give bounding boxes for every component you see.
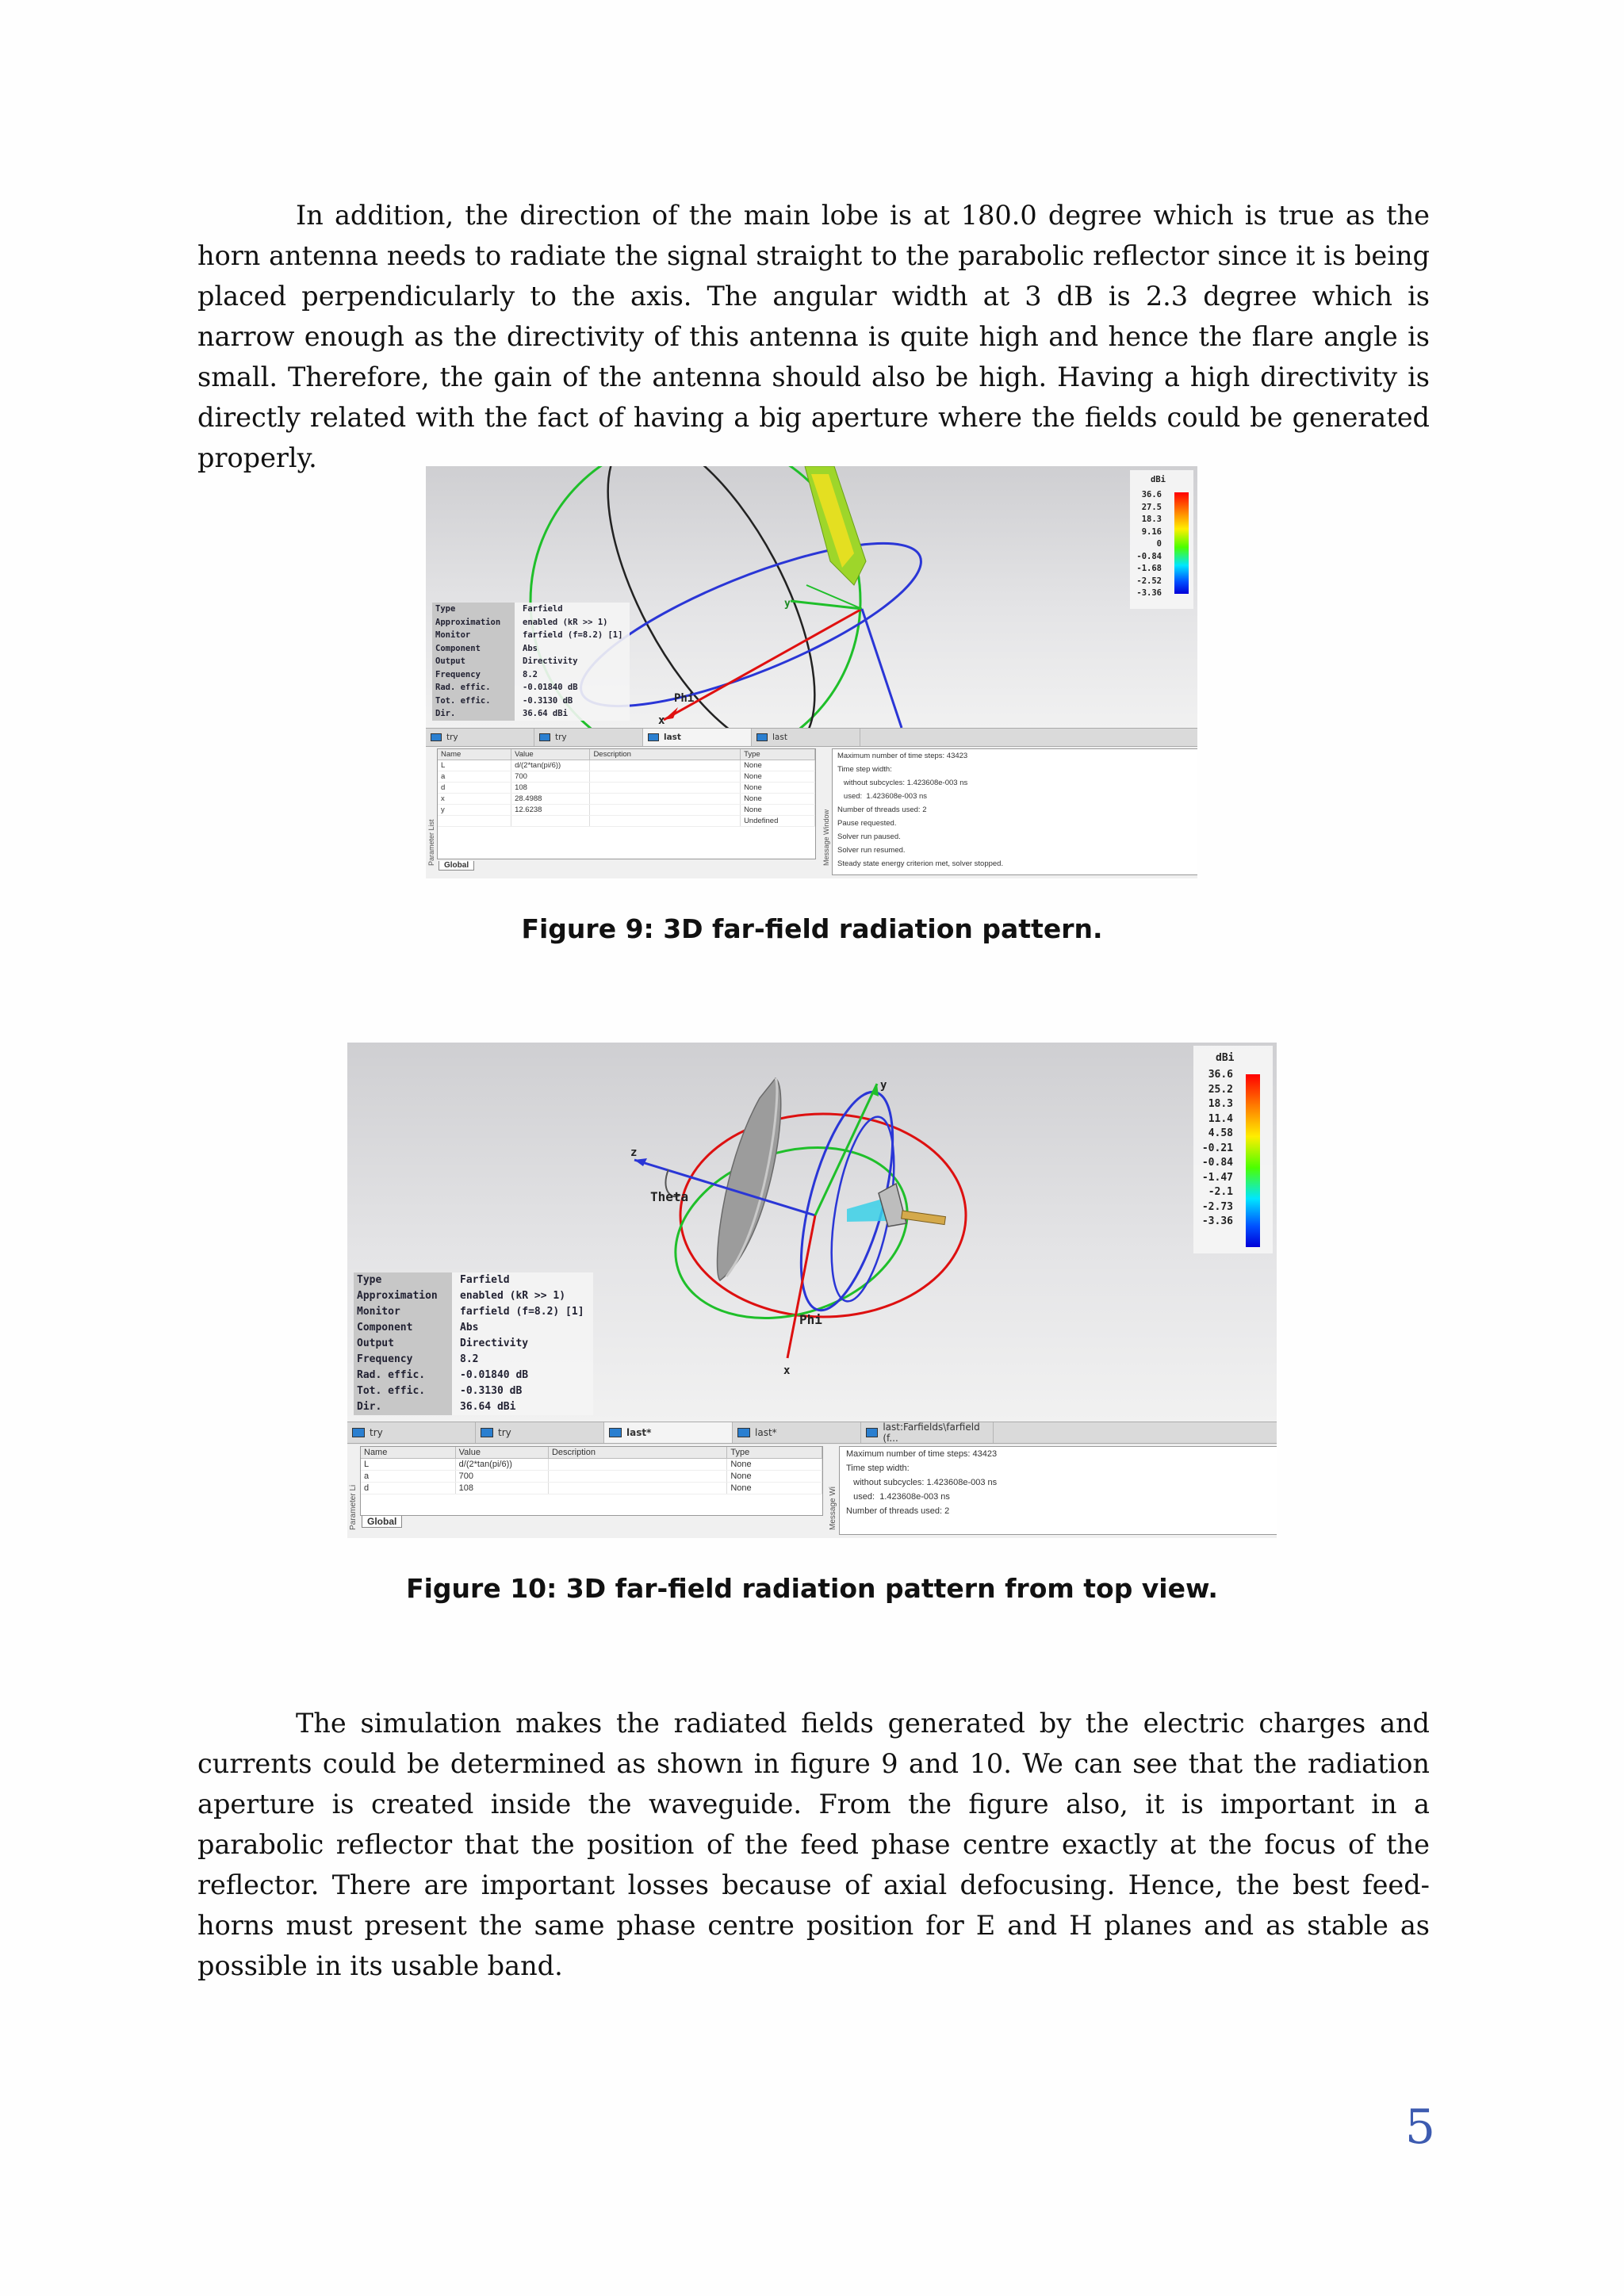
figure-9-screenshot (426, 466, 1197, 878)
info-row (432, 629, 630, 642)
bottom-panels (426, 747, 1197, 878)
info-key: Frequency (354, 1352, 452, 1368)
legend-ticks (1193, 1068, 1233, 1230)
message-line: used: 1.423608e-003 ns (846, 1492, 950, 1502)
param-cell: a (438, 771, 511, 783)
tab-label: try (370, 1427, 383, 1438)
info-key: Tot. effic. (354, 1383, 452, 1399)
parameter-list-label: Parameter Li (349, 1484, 358, 1530)
message-line: Maximum number of time steps: 43423 (837, 752, 968, 760)
info-row (354, 1352, 593, 1368)
phi-label: Phi (799, 1312, 822, 1327)
3d-viewport[interactable] (347, 1043, 1277, 1422)
param-row[interactable] (438, 816, 815, 827)
info-value: enabled (kR >> 1) (460, 1290, 566, 1302)
figure-9-caption: Figure 9: 3D far-field radiation pattern. (521, 913, 1103, 944)
info-key: Tot. effic. (432, 695, 515, 708)
legend-tick: 27.5 (1141, 502, 1162, 512)
info-value: 8.2 (523, 669, 538, 679)
x-axis-label: x (658, 714, 665, 727)
param-row[interactable] (438, 783, 815, 794)
info-row (354, 1320, 593, 1336)
message-window[interactable] (832, 748, 1197, 875)
legend-tick: 18.3 (1208, 1098, 1233, 1110)
param-row[interactable] (438, 760, 815, 771)
view-tab[interactable] (476, 1422, 604, 1443)
tab-icon (756, 733, 768, 741)
tab-icon (352, 1428, 365, 1437)
info-key: Monitor (432, 629, 515, 642)
info-row (432, 616, 630, 629)
result-info-box (354, 1272, 593, 1415)
param-cell: None (741, 794, 815, 805)
param-cell: None (741, 760, 815, 771)
color-legend (1193, 1046, 1273, 1253)
param-header: Name (438, 749, 511, 760)
tab-label: last* (626, 1427, 652, 1438)
legend-tick: -2.73 (1201, 1200, 1233, 1213)
param-cell: d (361, 1483, 455, 1494)
param-header: Value (455, 1447, 548, 1459)
info-value: 8.2 (460, 1353, 479, 1365)
param-cell: d (438, 783, 511, 794)
tab-label: try (555, 733, 567, 742)
param-cell: None (741, 771, 815, 783)
param-cell (590, 816, 741, 827)
info-row (432, 695, 630, 708)
legend-ticks (1130, 489, 1162, 600)
info-key: Output (354, 1336, 452, 1352)
tab-icon (866, 1428, 878, 1437)
info-value: Farfield (523, 604, 563, 614)
legend-tick: 36.6 (1208, 1069, 1233, 1081)
page-number: 5 (1404, 2099, 1435, 2155)
info-key: Frequency (432, 668, 515, 682)
param-cell (590, 771, 741, 783)
legend-tick: -2.52 (1136, 576, 1162, 586)
param-cell (438, 816, 511, 827)
view-tab[interactable] (752, 729, 860, 746)
info-value: farfield (f=8.2) [1] (523, 630, 623, 640)
y-axis-label: y (880, 1079, 887, 1092)
info-row (354, 1336, 593, 1352)
message-line: Time step width: (837, 765, 892, 774)
info-key: Approximation (432, 616, 515, 629)
param-row[interactable] (361, 1483, 822, 1494)
view-tab-bar (426, 728, 1197, 747)
param-cell: L (438, 760, 511, 771)
message-line: Pause requested. (837, 819, 897, 828)
legend-colorbar (1246, 1074, 1260, 1247)
info-value: 36.64 dBi (523, 709, 568, 718)
message-line: Number of threads used: 2 (846, 1506, 950, 1516)
info-row (432, 655, 630, 668)
message-line: without subcycles: 1.423608e-003 ns (846, 1478, 998, 1487)
info-key: Rad. effic. (432, 681, 515, 695)
figure-10-caption: Figure 10: 3D far-field radiation pattern from top view. (406, 1573, 1218, 1604)
info-key: Type (432, 603, 515, 616)
tab-label: last (664, 733, 681, 742)
blue-axis (862, 609, 902, 728)
info-row (354, 1272, 593, 1288)
legend-tick: -3.36 (1201, 1215, 1233, 1227)
color-legend (1130, 470, 1193, 609)
param-cell: None (727, 1459, 822, 1471)
param-cell: None (727, 1471, 822, 1483)
tab-label: try (446, 733, 458, 742)
info-row (354, 1399, 593, 1415)
param-cell: d/(2*tan(pi/6)) (511, 760, 590, 771)
parameter-list[interactable] (437, 748, 816, 859)
view-tab[interactable] (643, 729, 752, 746)
info-value: Abs (460, 1322, 479, 1334)
legend-tick: 9.16 (1141, 526, 1162, 537)
3d-viewport[interactable] (426, 466, 1197, 728)
tab-icon (539, 733, 550, 741)
param-row[interactable] (438, 794, 815, 805)
parabolic-dish (718, 1078, 781, 1280)
legend-tick: -1.68 (1136, 564, 1162, 573)
param-row[interactable] (438, 771, 815, 783)
view-tab[interactable] (733, 1422, 861, 1443)
param-cell: L (361, 1459, 455, 1471)
message-line: Time step width: (846, 1464, 910, 1473)
info-key: Component (354, 1320, 452, 1336)
paragraph-2: The simulation makes the radiated fields generated by the electric charges and currents could be determined as shown in figure 9 and 10. We can see that the radiation aperture is created inside the waveguide. From the figure also, it is important in a parabolic reflector that the position of the feed phase centre exactly at the focus of the reflector. There are important losses because of axial defocusing. Hence, the best feed-horns must present the same phase centre position for E and H planes and as stable as possible in its usable band. (197, 1708, 1430, 1981)
tab-label: last* (755, 1427, 777, 1438)
view-tab[interactable] (347, 1422, 476, 1443)
info-key: Dir. (354, 1399, 452, 1415)
bottom-panels (347, 1445, 1277, 1538)
param-row[interactable] (438, 805, 815, 816)
global-tab[interactable]: Global (439, 861, 474, 871)
info-row (432, 681, 630, 695)
info-value: Directivity (523, 656, 578, 666)
legend-tick: 25.2 (1208, 1083, 1233, 1096)
global-tab[interactable]: Global (362, 1516, 402, 1528)
feed-beam (847, 1200, 887, 1222)
param-cell (511, 816, 590, 827)
info-row (354, 1383, 593, 1399)
tab-label: last:Farfields\farfield (f... (883, 1422, 980, 1444)
tab-label: last (772, 733, 787, 742)
info-key: Component (432, 642, 515, 656)
view-tab[interactable] (534, 729, 643, 746)
tab-icon (648, 733, 659, 741)
parameter-list-label: Parameter List (427, 819, 435, 866)
waveguide (902, 1211, 946, 1225)
legend-tick: 0 (1156, 539, 1162, 549)
param-header: Value (511, 749, 590, 760)
param-cell: None (741, 805, 815, 816)
param-cell: x (438, 794, 511, 805)
param-cell (590, 783, 741, 794)
message-line: Steady state energy criterion met, solver stopped. (837, 859, 1004, 868)
param-cell: 700 (511, 771, 590, 783)
info-value: Farfield (460, 1274, 510, 1286)
legend-tick: -0.21 (1201, 1142, 1233, 1154)
message-line: used: 1.423608e-003 ns (837, 792, 928, 801)
legend-tick: 36.6 (1141, 490, 1162, 499)
info-row (354, 1304, 593, 1320)
param-cell: 700 (455, 1471, 548, 1483)
message-line: Solver run resumed. (837, 846, 906, 855)
param-header-row (361, 1447, 822, 1459)
message-line: Number of threads used: 2 (837, 806, 927, 814)
info-row (432, 668, 630, 682)
param-cell (590, 794, 741, 805)
info-key: Output (432, 655, 515, 668)
tab-icon (609, 1428, 622, 1437)
tab-icon (431, 733, 442, 741)
info-row (354, 1288, 593, 1304)
info-row (432, 642, 630, 656)
parameter-list[interactable] (360, 1446, 823, 1516)
message-line: without subcycles: 1.423608e-003 ns (837, 779, 968, 787)
message-line: Solver run paused. (837, 832, 901, 841)
param-cell (590, 805, 741, 816)
info-key: Rad. effic. (354, 1368, 452, 1383)
param-header: Name (361, 1447, 455, 1459)
theta-label: Theta (650, 1189, 689, 1204)
view-tab[interactable] (604, 1422, 733, 1443)
x-axis-label: x (783, 1364, 791, 1377)
param-cell: None (727, 1483, 822, 1494)
param-cell: a (361, 1471, 455, 1483)
param-header: Description (548, 1447, 726, 1459)
view-tab-bar (347, 1422, 1277, 1444)
info-value: -0.3130 dB (460, 1385, 523, 1397)
result-info-box (432, 603, 630, 721)
legend-colorbar (1174, 492, 1189, 594)
message-window-label: Message Window (822, 809, 830, 866)
paragraph-1: In addition, the direction of the main lobe is at 180.0 degree which is true as the horn antenna needs to radiate the signal straight to the parabolic reflector since it is being placed perpendicularly to the axis. The angular width at 3 dB is 2.3 degree which is narrow enough as the directivity of this antenna is quite high and hence the flare angle is small. Therefore, the gain of the antenna should also be high. Having a high directivity is directly related with the fact of having a big aperture where the fields could be generated properly. (197, 200, 1430, 473)
info-value: -0.01840 dB (460, 1369, 529, 1381)
message-line: Maximum number of time steps: 43423 (846, 1449, 998, 1459)
view-tab[interactable] (861, 1422, 994, 1443)
param-cell: 28.4988 (511, 794, 590, 805)
info-key: Type (354, 1272, 452, 1288)
info-row (432, 707, 630, 721)
tab-icon (481, 1428, 493, 1437)
view-tab[interactable] (426, 729, 534, 746)
legend-tick: -2.1 (1208, 1186, 1233, 1198)
param-row[interactable] (361, 1471, 822, 1483)
param-row[interactable] (361, 1459, 822, 1471)
param-cell (548, 1459, 726, 1471)
figure-10-screenshot (347, 1043, 1277, 1538)
legend-tick: -3.36 (1136, 588, 1162, 598)
z-axis-label: z (630, 1146, 638, 1159)
info-value: enabled (kR >> 1) (523, 617, 608, 627)
param-cell: 108 (455, 1483, 548, 1494)
param-cell (590, 760, 741, 771)
info-value: -0.3130 dB (523, 695, 573, 706)
y-axis-label: y (784, 598, 791, 610)
info-row (354, 1368, 593, 1383)
info-key: Dir. (432, 707, 515, 721)
info-key: Approximation (354, 1288, 452, 1304)
info-value: farfield (f=8.2) [1] (460, 1306, 584, 1318)
legend-tick: 11.4 (1208, 1112, 1233, 1125)
info-value: Abs (523, 643, 538, 653)
legend-unit: dBi (1216, 1052, 1235, 1064)
tab-label: try (498, 1427, 511, 1438)
param-cell: Undefined (741, 816, 815, 827)
param-cell: d/(2*tan(pi/6)) (455, 1459, 548, 1471)
param-header-row (438, 749, 815, 760)
param-cell: y (438, 805, 511, 816)
info-value: Directivity (460, 1337, 529, 1349)
y-axis (815, 1084, 877, 1215)
param-header: Description (590, 749, 741, 760)
param-cell: 108 (511, 783, 590, 794)
legend-tick: 4.58 (1208, 1127, 1233, 1139)
legend-tick: -0.84 (1201, 1157, 1233, 1169)
green-circle (653, 1119, 929, 1347)
message-window-label: Message Wi (829, 1486, 837, 1530)
param-cell (548, 1483, 726, 1494)
legend-tick: 18.3 (1141, 515, 1162, 524)
param-cell (548, 1471, 726, 1483)
param-header: Type (727, 1447, 822, 1459)
legend-unit: dBi (1151, 475, 1166, 484)
x-axis (787, 1215, 815, 1358)
legend-tick: -0.84 (1136, 551, 1162, 561)
info-value: 36.64 dBi (460, 1401, 516, 1413)
param-cell: None (741, 783, 815, 794)
message-window[interactable] (839, 1446, 1277, 1535)
phi-label: Phi (674, 692, 695, 705)
info-row (432, 603, 630, 616)
info-key: Monitor (354, 1304, 452, 1320)
legend-tick: -1.47 (1201, 1171, 1233, 1184)
info-value: -0.01840 dB (523, 683, 578, 692)
tab-icon (737, 1428, 750, 1437)
param-header: Type (741, 749, 815, 760)
param-cell: 12.6238 (511, 805, 590, 816)
